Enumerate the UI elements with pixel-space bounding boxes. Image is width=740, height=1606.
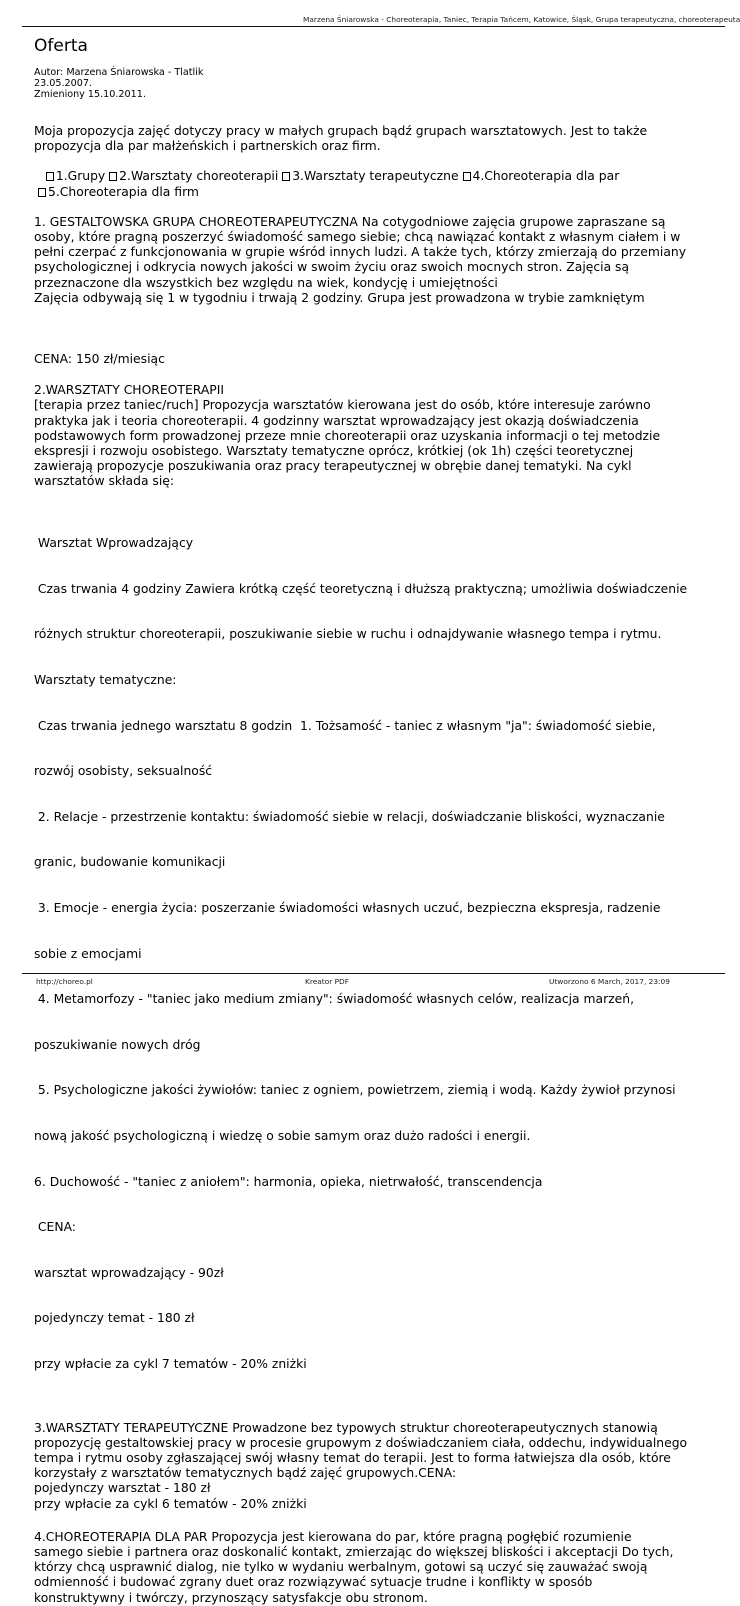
text-line: 1. GESTALTOWSKA GRUPA CHOREOTERAPEUTYCZNA Na cotygodniowe zajęcia grupowe zapraszane są: [34, 214, 666, 229]
text-line: 3.WARSZTATY TERAPEUTYCZNE Prowadzone bez typowych struktur choreoterapeutycznych stanowią: [34, 1420, 658, 1435]
option-item: 3.Warsztaty terapeutyczne: [282, 169, 462, 183]
checkbox-icon: [38, 188, 46, 197]
text-line: ekspresji i rozwoju osobistego. Warsztaty tematyczne oprócz, krótkiej (ok 1h) części teoretycznej: [34, 444, 634, 459]
text-line: odmienność i budować zgrany duet oraz rozwiązywać sytuacje trudne i konflikty w sposób: [34, 1575, 593, 1590]
footer-generator: Kreator PDF: [305, 977, 350, 986]
intro-paragraph: Moja propozycja zajęć dotyczy pracy w małych grupach bądź grupach warsztatowych. Jest to także propozycja dla par małżeńskich i partnerskich oraz firm.: [34, 124, 648, 154]
text-line: którzy chcą usprawnić dialog, nie tylko w wydaniu werbalnym, gotowi są uczyć się zauważać swoją: [34, 1560, 648, 1575]
header-divider: [22, 26, 725, 27]
text-line: osoby, które pragną poszerzyć świadomość samego siebie; chcą nawiązać kontakt z własnym ciałem i w: [34, 230, 681, 245]
text-line: przeznaczone dla wszystkich bez względu na wiek, kondycję i umiejętności: [34, 275, 498, 290]
checkbox-icon: [282, 172, 290, 181]
text-line: różnych struktur choreoterapii, poszukiwanie siebie w ruchu i odnajdywanie własnego tempa i rytmu.: [34, 627, 662, 642]
option-item: 5.Choreoterapia dla firm: [38, 185, 199, 199]
text-line: nową jakość psychologiczną i wiedzę o sobie samym oraz dużo radości i energii.: [34, 1128, 531, 1143]
section-3-therapeutic: [34, 1421, 718, 1512]
text-line: 6. Duchowość - "taniec z aniołem": harmonia, opieka, nietrwałość, transcendencja: [34, 1174, 543, 1189]
checkbox-icon: [46, 172, 54, 181]
footer-divider: [22, 973, 725, 974]
text-line: Czas trwania 4 godziny Zawiera krótką część teoretyczną i dłuższą praktyczną; umożliwia doświadczenie: [34, 581, 688, 596]
text-line: rozwój osobisty, seksualność: [34, 764, 213, 779]
text-line: podstawowych form prowadzonej przeze mnie choreoterapii oraz uzyskania informacji o tej metodzie: [34, 428, 661, 443]
section-1-price: CENA: 150 zł/miesiąc: [34, 352, 165, 367]
text-line: granic, budowanie komunikacji: [34, 855, 226, 870]
section-1-group: [34, 215, 718, 306]
option-item: 1.Grupy: [46, 169, 109, 183]
text-line: konstruktywny i twórczy, przynoszący satysfakcje obu stronom.: [34, 1590, 428, 1605]
page-header-text: Marzena Śniarowska - Choreoterapia, Taniec, Terapia Tańcem, Katowice, Śląsk, Grupa terapeutyczna, choreoterapeuta: [303, 15, 740, 24]
modified-line: Zmieniony 15.10.2011.: [34, 89, 146, 101]
section-4-couples: [34, 1530, 718, 1606]
section-2-details: [34, 506, 718, 1403]
author-line: Autor: Marzena Śniarowska - Tlatlik: [34, 67, 204, 78]
text-line: 5. Psychologiczne jakości żywiołów: taniec z ogniem, powietrzem, ziemią i wodą. Każdy żywioł przynosi: [34, 1083, 676, 1098]
text-line: pojedynczy temat - 180 zł: [34, 1311, 195, 1326]
date-line: 23.05.2007.: [34, 78, 92, 90]
text-line: korzystały z warsztatów tematycznych bądź zajęć grupowych.CENA:: [34, 1466, 457, 1481]
text-line: zawierają propozycje poszukiwania oraz pracy terapeutycznej w obrębie danej tematyki. Na cykl: [34, 459, 632, 474]
text-line: tempa i rytmu osoby zgłaszającej swój własny temat do terapii. Jest to forma łatwiejsza dla osób, które: [34, 1451, 671, 1466]
article-meta: [34, 67, 203, 101]
checkbox-icon: [463, 172, 471, 181]
text-line: warsztatów składa się:: [34, 474, 175, 489]
section-2-workshops: [34, 383, 718, 489]
text-line: samego siebie i partnera oraz doskonalić kontakt, zmierzając do większej bliskości i akceptacji Do tych,: [34, 1545, 674, 1560]
text-line: 4.CHOREOTERAPIA DLA PAR Propozycja jest kierowana do par, które pragną pogłębić rozumienie: [34, 1529, 632, 1544]
footer-site-link[interactable]: http://choreo.pl: [36, 977, 93, 986]
text-line: Warsztat Wprowadzający: [34, 536, 194, 551]
footer-created-date: Utworzono 6 March, 2017, 23:09: [549, 977, 670, 986]
text-line: 2.WARSZTATY CHOREOTERAPII: [34, 383, 224, 398]
text-line: pojedynczy warsztat - 180 zł: [34, 1481, 211, 1496]
text-line: poszukiwanie nowych dróg: [34, 1037, 201, 1052]
text-line: praktyka jak i teoria choreoterapii. 4 godzinny warsztat wprowadzający jest okazją doświadczenia: [34, 413, 639, 428]
text-line: przy wpłacie za cykl 6 tematów - 20% zniżki: [34, 1496, 307, 1511]
text-line: sobie z emocjami: [34, 946, 142, 961]
option-item: 4.Choreoterapia dla par: [463, 169, 620, 183]
text-line: psychologicznej i odkrycia nowych jakości w swoim życiu oraz swoich mocnych stron. Zajęcia są: [34, 260, 630, 275]
text-line: 2. Relacje - przestrzenie kontaktu: świadomość siebie w relacji, doświadczanie bliskości, wyznaczanie: [34, 809, 665, 824]
option-item: 2.Warsztaty choreoterapii: [109, 169, 282, 183]
text-line: CENA:: [34, 1220, 76, 1235]
text-line: pełni czerpać z funkcjonowania w grupie wśród innych ludzi. A także tych, którzy zmierzają do przemiany: [34, 245, 687, 260]
article-body: [34, 124, 718, 1606]
text-line: 4. Metamorfozy - "taniec jako medium zmiany": świadomość własnych celów, realizacja marzeń,: [34, 992, 635, 1007]
page-title: Oferta: [34, 36, 88, 56]
text-line: przy wpłacie za cykl 7 tematów - 20% zniżki: [34, 1357, 307, 1372]
text-line: warsztat wprowadzający - 90zł: [34, 1265, 224, 1280]
offer-options: [34, 169, 718, 199]
text-line: Czas trwania jednego warsztatu 8 godzin 1. Tożsamość - taniec z własnym "ja": świadomość siebie,: [34, 718, 656, 733]
text-line: Zajęcia odbywają się 1 w tygodniu i trwają 2 godziny. Grupa jest prowadzona w trybie zamkniętym: [34, 290, 645, 305]
text-line: 3. Emocje - energia życia: poszerzanie świadomości własnych uczuć, bezpieczna ekspresja, radzenie: [34, 900, 661, 915]
text-line: propozycję gestaltowskiej pracy w procesie grupowym z doświadczaniem ciała, oddechu, indywidualnego: [34, 1435, 688, 1450]
text-line: [terapia przez taniec/ruch] Propozycja warsztatów kierowana jest do osób, które interesuje zarówno: [34, 398, 651, 413]
checkbox-icon: [109, 172, 117, 181]
text-line: Warsztaty tematyczne:: [34, 672, 177, 687]
